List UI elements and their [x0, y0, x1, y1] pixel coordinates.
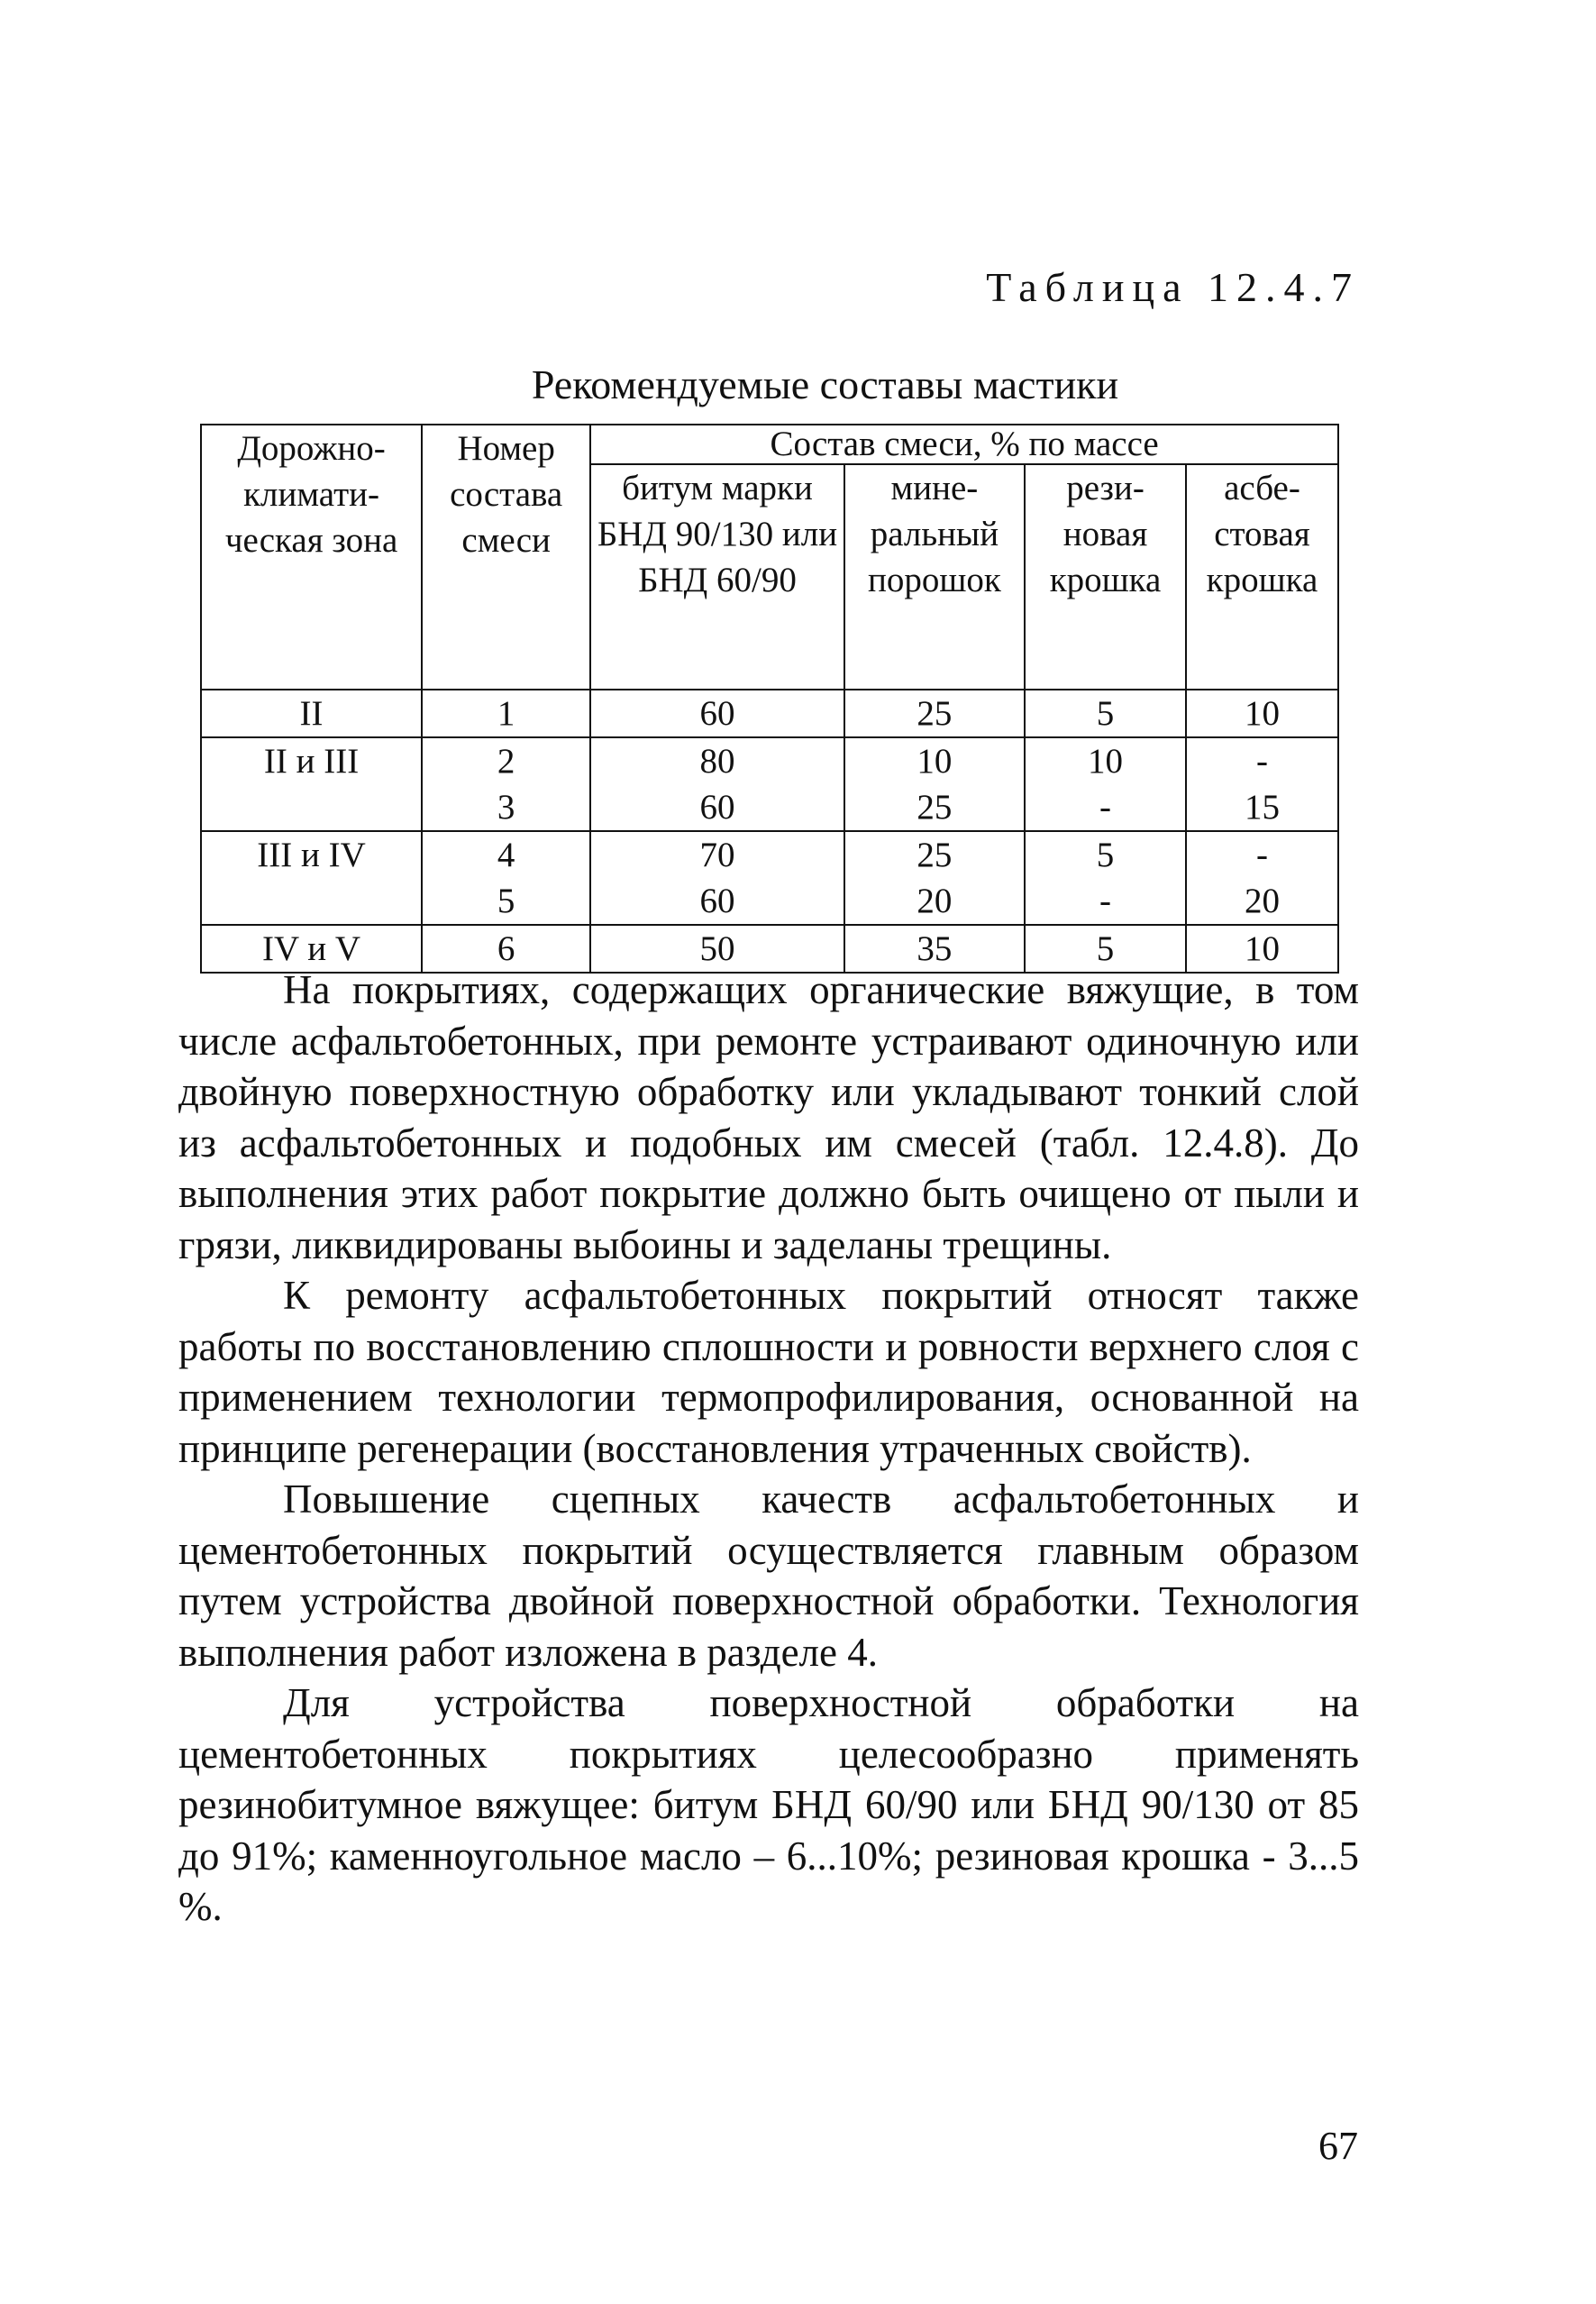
paragraph: Для устройства поверхностной обработки на цементобетонных покрытиях целесообразно применять резинобитумное вяжущее: битум БНД 60/90 или БНД 90/130 от 85 до 91%; каменноугольное масло – 6...10%; резиновая крошка - 3...5 %. — [178, 1680, 1359, 1929]
header-mineral-powder: мине-ральный порошок — [844, 464, 1025, 690]
cell-bitumen: 60 — [590, 784, 844, 831]
cell-asbestos: 10 — [1186, 690, 1338, 737]
mastic-composition-table — [200, 424, 1339, 974]
cell-mineral: 25 — [844, 831, 1025, 878]
cell-number: 1 — [422, 690, 590, 737]
header-rubber-crumb: рези-новая крошка — [1025, 464, 1186, 690]
cell-number: 4 — [422, 831, 590, 878]
cell-zone: II и III — [201, 737, 422, 784]
cell-asbestos: 15 — [1186, 784, 1338, 831]
cell-mineral: 25 — [844, 690, 1025, 737]
paragraph: На покрытиях, содержащих органические вяжущие, в том числе асфальтобетонных, при ремонте устраивают одиночную или двойную поверхностную обработку или укладывают тонкий слой из асфальтобетонных и подобных им смесей (табл. 12.4.8). До выполнения этих работ покрытие должно быть очищено от пыли и грязи, ликвидированы выбоины и заделаны трещины. — [178, 967, 1359, 1267]
cell-bitumen: 50 — [590, 925, 844, 973]
header-bitumen: битум марки БНД 90/130 или БНД 60/90 — [590, 464, 844, 690]
table-row — [201, 878, 1338, 925]
cell-mineral: 35 — [844, 925, 1025, 973]
header-zone: Дорожно-климати-ческая зона — [201, 425, 422, 690]
table-header-row — [201, 425, 1338, 464]
cell-rubber: 5 — [1025, 831, 1186, 878]
cell-zone: IV и V — [201, 925, 422, 973]
cell-zone: II — [201, 690, 422, 737]
table-row — [201, 737, 1338, 784]
cell-asbestos: - — [1186, 737, 1338, 784]
header-asbestos-crumb: асбе-стовая крошка — [1186, 464, 1338, 690]
cell-rubber: 5 — [1025, 690, 1186, 737]
cell-rubber: 10 — [1025, 737, 1186, 784]
cell-asbestos: - — [1186, 831, 1338, 878]
cell-number: 2 — [422, 737, 590, 784]
table-row — [201, 690, 1338, 737]
cell-number: 6 — [422, 925, 590, 973]
table-row — [201, 831, 1338, 878]
cell-bitumen: 80 — [590, 737, 844, 784]
cell-mineral: 10 — [844, 737, 1025, 784]
paragraph: Повышение сцепных качеств асфальтобетонных и цементобетонных покрытий осуществляется главным образом путем устройства двойной поверхностной обработки. Технология выполнения работ изложена в разделе 4. — [178, 1477, 1359, 1675]
cell-number: 5 — [422, 878, 590, 925]
cell-number: 3 — [422, 784, 590, 831]
cell-bitumen: 60 — [590, 690, 844, 737]
table-number: Таблица 12.4.7 — [986, 264, 1360, 310]
cell-bitumen: 70 — [590, 831, 844, 878]
cell-rubber: - — [1025, 878, 1186, 925]
cell-zone: III и IV — [201, 831, 422, 878]
cell-bitumen: 60 — [590, 878, 844, 925]
cell-rubber: - — [1025, 784, 1186, 831]
cell-asbestos: 10 — [1186, 925, 1338, 973]
cell-zone — [201, 878, 422, 925]
cell-mineral: 25 — [844, 784, 1025, 831]
cell-asbestos: 20 — [1186, 878, 1338, 925]
header-composition: Состав смеси, % по массе — [590, 425, 1338, 464]
paragraph: К ремонту асфальтобетонных покрытий относят также работы по восстановлению сплошности и ровности верхнего слоя с применением технологии термопрофилирования, основанной на принципе регенерации (восстановления утраченных свойств). — [178, 1273, 1359, 1471]
cell-mineral: 20 — [844, 878, 1025, 925]
header-mix-number: Номер состава смеси — [422, 425, 590, 690]
cell-zone — [201, 784, 422, 831]
body-text — [178, 965, 1359, 1933]
page-number: 67 — [1318, 2124, 1358, 2168]
table-row — [201, 784, 1338, 831]
cell-rubber: 5 — [1025, 925, 1186, 973]
table-caption: Рекомендуемые составы мастики — [531, 361, 1119, 407]
